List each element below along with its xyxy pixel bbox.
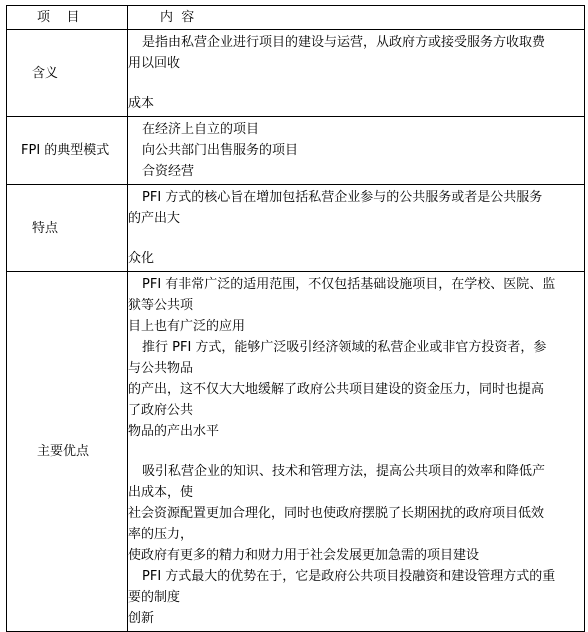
pfi-table — [6, 5, 585, 632]
table-row-modes — [7, 117, 585, 185]
content-line: 社会资源配置更加合理化，同时也使政府摆脱了长期困扰的政府项目低效 — [128, 506, 545, 521]
content-line: 目上也有广泛的应用 — [128, 319, 246, 334]
table-row-features — [7, 185, 585, 272]
content-line — [128, 74, 582, 93]
content-line: 要的制度 — [128, 590, 181, 605]
row-content — [128, 272, 585, 632]
content-line: 的产出大 — [128, 211, 181, 226]
content-line: PFI 方式的核心旨在增加包括私营企业参与的公共服务或者是公共服务 — [142, 190, 543, 205]
content-line: 众化 — [128, 251, 155, 266]
content-line: 合资经营 — [142, 164, 195, 179]
row-label: 含义 — [32, 65, 59, 81]
content-line: 是指由私营企业进行项目的建设与运营，从政府方或接受服务方收取费 — [142, 35, 546, 50]
header-item: 项 目 — [7, 6, 128, 30]
table-row-definition — [7, 30, 585, 117]
row-label-cell — [7, 185, 128, 272]
row-label: 主要优点 — [37, 444, 90, 459]
content-line: 创新 — [128, 611, 155, 626]
content-line — [128, 442, 582, 461]
row-content — [128, 185, 585, 272]
content-line: 物品的产出水平 — [128, 424, 220, 439]
content-line: PFI 方式最大的优势在于，它是政府公共项目投融资和建设管理方式的重 — [142, 569, 556, 584]
row-label: 特点 — [32, 220, 59, 236]
content-line: 吸引私营企业的知识、技术和管理方法，提高公共项目的效率和降低产 — [142, 464, 546, 479]
content-line: 成本 — [128, 96, 155, 111]
content-line: 使政府有更多的精力和财力用于社会发展更加急需的项目建设 — [128, 548, 480, 563]
content-line: 与公共物品 — [128, 361, 194, 376]
content-line: 率的压力， — [128, 527, 194, 542]
content-line: PFI 有非常广泛的适用范围，不仅包括基础设施项目，在学校、医院、监 — [142, 277, 556, 292]
header-row — [7, 6, 585, 30]
content-line: 的产出，这不仅大大地缓解了政府公共项目建设的资金压力，同时也提高 — [128, 382, 545, 397]
row-label-cell — [7, 272, 128, 632]
content-line: 在经济上自立的项目 — [142, 122, 260, 137]
row-content — [128, 117, 585, 185]
row-content — [128, 30, 585, 117]
table-row-advantages — [7, 272, 585, 632]
content-line — [128, 229, 582, 248]
content-line: 了政府公共 — [128, 403, 194, 418]
content-line: 出成本，使 — [128, 485, 194, 500]
content-line: 用以回收 — [128, 56, 181, 71]
content-line: 推行 PFI 方式，能够广泛吸引经济领域的私营企业或非官方投资者，参 — [142, 340, 547, 355]
header-content: 内 容 — [128, 6, 585, 30]
row-label-cell — [7, 117, 128, 185]
content-line: 向公共部门出售服务的项目 — [142, 143, 299, 158]
row-label-cell — [7, 30, 128, 117]
row-label: FPI 的典型模式 — [21, 143, 110, 158]
content-line: 狱等公共项 — [128, 298, 194, 313]
